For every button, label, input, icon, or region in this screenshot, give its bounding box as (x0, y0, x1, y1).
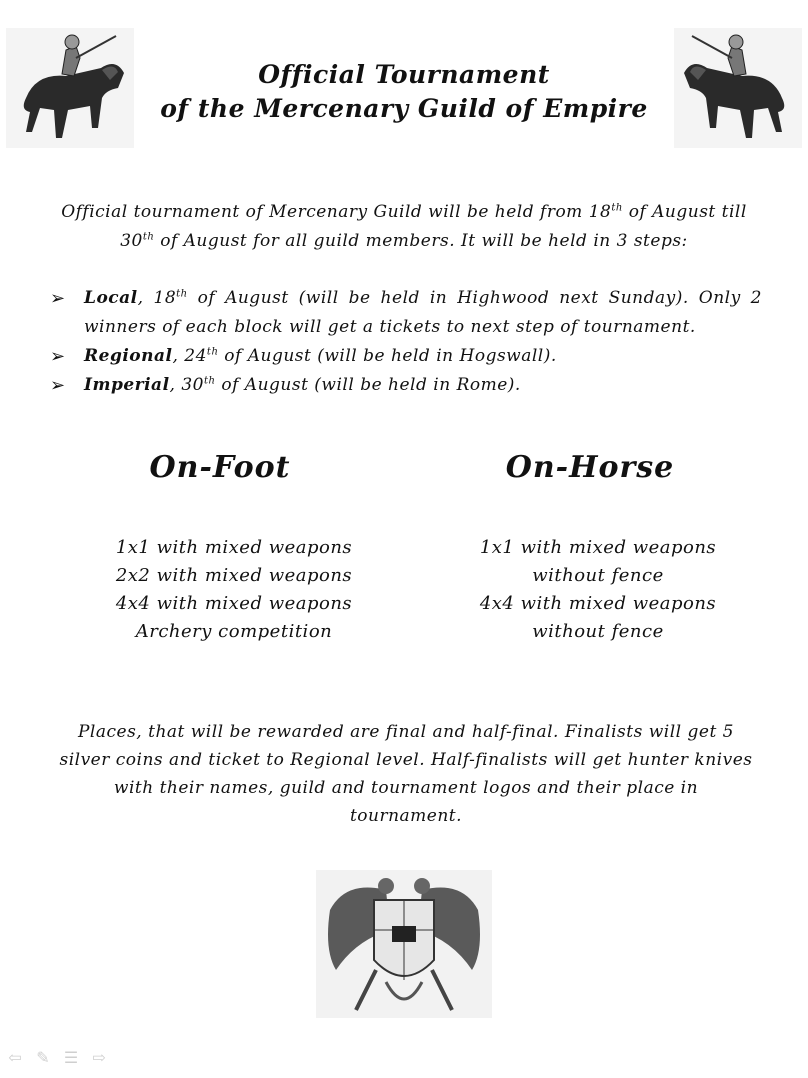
list-item: without fence (532, 621, 664, 642)
intro-text-2: of August till 30 (120, 202, 747, 251)
on-foot-list (84, 534, 384, 646)
step-date: , 30 (169, 375, 204, 395)
intro-text-1: Official tournament of Mercenary Guild will be held from 18 (61, 202, 612, 222)
slide-nav (6, 1050, 108, 1066)
step-name: Local (84, 288, 138, 308)
steps-list (50, 284, 762, 400)
list-item: 2x2 with mixed weapons (115, 565, 353, 586)
list-item: 1x1 with mixed weapons (479, 537, 717, 558)
arrow-bullet-icon: ➢ (50, 375, 66, 396)
page-title (120, 58, 688, 126)
step-detail: of August (will be held in Highwood next Sunday). Only 2 winners of each block will get a tickets to next step of tournament. (84, 288, 762, 337)
step-date: , 24 (172, 346, 207, 366)
arrow-bullet-icon: ➢ (50, 288, 66, 309)
step-local (50, 284, 762, 342)
list-item: 4x4 with mixed weapons (479, 593, 717, 614)
step-sup: th (203, 375, 216, 387)
intro-text-3: of August for all guild members. It will be held in 3 steps: (154, 231, 688, 251)
list-item: without fence (532, 565, 664, 586)
menu-icon[interactable]: ☰ (63, 1048, 79, 1067)
arrow-bullet-icon: ➢ (50, 346, 66, 367)
list-item: 4x4 with mixed weapons (115, 593, 353, 614)
rewards-paragraph: Places, that will be rewarded are final and half-final. Finalists will get 5 silver coins and ticket to Regional level. Half-finalists will get hunter knives with their names, guild and tournament logos and their place in tournament. (59, 722, 753, 826)
on-foot-heading: On-Foot (149, 450, 291, 485)
step-sup: th (176, 288, 188, 300)
pen-icon[interactable]: ✎ (36, 1048, 50, 1067)
step-name: Imperial (84, 375, 170, 395)
on-horse-heading: On-Horse (505, 450, 675, 485)
intro-sup-2: th (142, 231, 155, 243)
title-line-1: Official Tournament (258, 60, 550, 89)
step-detail: of August (will be held in Hogswall). (218, 346, 557, 366)
list-item: 1x1 with mixed weapons (115, 537, 353, 558)
step-regional (50, 342, 762, 371)
knight-illustration-left (6, 28, 134, 148)
intro-paragraph (50, 198, 758, 256)
step-date: , 18 (137, 288, 177, 308)
step-imperial (50, 371, 762, 400)
previous-arrow-icon[interactable]: ⇦ (8, 1048, 22, 1067)
step-name: Regional (84, 346, 173, 366)
list-item: Archery competition (135, 621, 333, 642)
step-detail: of August (will be held in Rome). (215, 375, 521, 395)
eagle-emblem-icon (316, 870, 492, 1018)
on-horse-list (448, 534, 748, 646)
knight-illustration-right (674, 28, 802, 148)
next-arrow-icon[interactable]: ⇨ (92, 1048, 106, 1067)
intro-sup-1: th (611, 202, 623, 214)
title-line-2: of the Mercenary Guild of Empire (160, 94, 648, 123)
step-sup: th (206, 346, 219, 358)
